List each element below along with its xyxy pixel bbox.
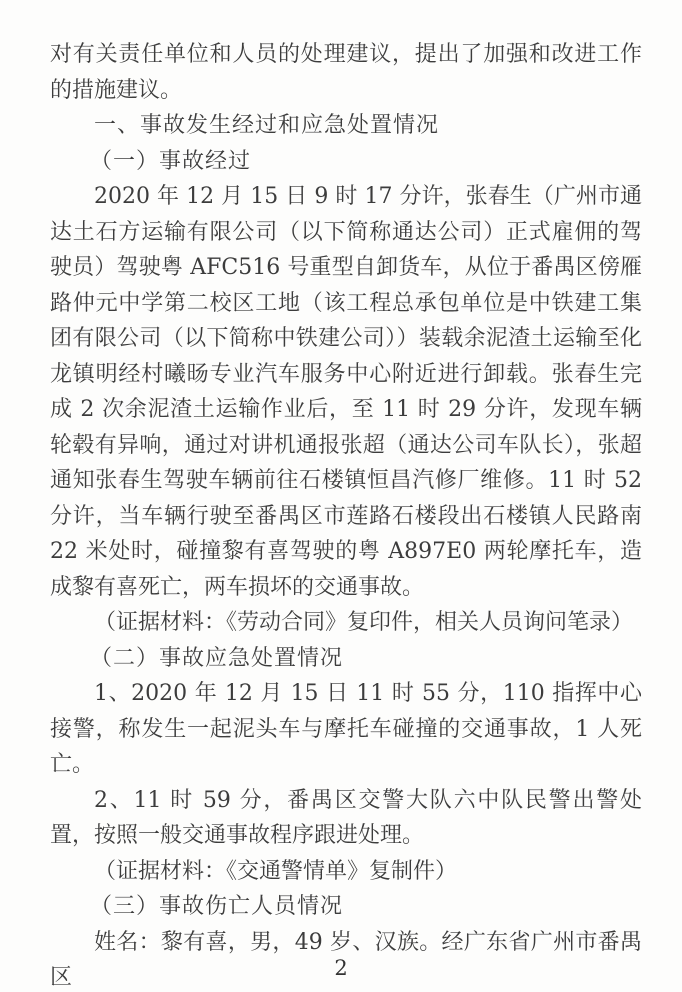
subsection-heading-casualties: （三）事故伤亡人员情况 <box>90 894 344 919</box>
page-number: 2 <box>334 956 348 980</box>
paragraph-accident-narrative: 2020 年 12 月 15 日 9 时 17 分许，张春生（广州市通达土石方运输有限公司（以下简称通达公司）正式雇佣的驾驶员）驾驶粤 AFC516 号重型自卸货车，从位于番禺区傍雁路仲元中学第二校区工地（该工程总承包单位是中铁建工集团有限公司（以下简称中铁建公司））装载余泥渣土运输至化龙镇明经村曦旸专业汽车服务中心附近进行卸载。张春生完成 2 次余泥渣土运输作业后，至 11 时 29 分许，发现车辆轮毂有异响，通过对讲机通报张超（通达公司车队长），张超通知张春生驾驶车辆前往石楼镇恒昌汽修厂维修。11 时 52 分许，当车辆行驶至番禺区市莲路石楼段出石楼镇人民路南 22 米处时，碰撞黎有喜驾驶的粤 A897E0 两轮摩托车，造成黎有喜死亡，两车损坏的交通事故。 <box>50 184 642 600</box>
paragraph-continuation: 对有关责任单位和人员的处理建议，提出了加强和改进工作的措施建议。 <box>50 42 642 103</box>
text-block <box>50 37 642 992</box>
paragraph-victim-info: 姓名：黎有喜，男，49 岁、汉族。经广东省广州市番禺区 <box>50 929 642 990</box>
section-heading-accident-course-and-response: 一、事故发生经过和应急处置情况 <box>94 113 440 138</box>
paragraph-police-dispatch: 2、11 时 59 分，番禺区交警大队六中队民警出警处置，按照一般交通事故程序跟进处理。 <box>50 787 642 848</box>
subsection-heading-emergency-response: （二）事故应急处置情况 <box>90 645 344 671</box>
evidence-note-labor-contract: （证据材料：《劳动合同》复印件，相关人员询问笔录） <box>94 610 634 635</box>
subsection-heading-accident-course: （一）事故经过 <box>90 148 252 174</box>
paragraph-alarm-received: 1、2020 年 12 月 15 日 11 时 55 分，110 指挥中心接警，称发生一起泥头车与摩托车碰撞的交通事故，1 人死亡。 <box>50 681 642 777</box>
evidence-note-traffic-police-record: （证据材料：《交通警情单》复制件） <box>94 858 458 884</box>
